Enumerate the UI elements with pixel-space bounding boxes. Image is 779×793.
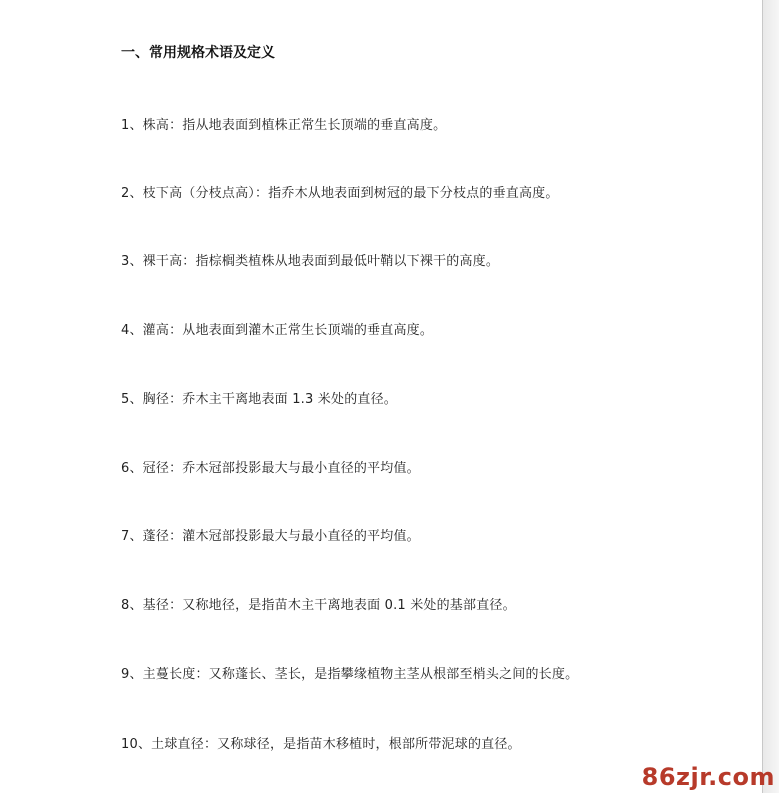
definition-item-9: 9、主蔓长度：又称蓬长、茎长，是指攀缘植物主茎从根部至梢头之间的长度。 bbox=[121, 667, 579, 682]
definition-item-7: 7、蓬径：灌木冠部投影最大与最小直径的平均值。 bbox=[121, 529, 420, 544]
page-gutter bbox=[763, 0, 779, 793]
definition-item-5: 5、胸径：乔木主干离地表面 1.3 米处的直径。 bbox=[121, 392, 398, 407]
definition-item-2: 2、枝下高（分枝点高）：指乔木从地表面到树冠的最下分枝点的垂直高度。 bbox=[121, 186, 559, 201]
site-watermark: 86zjr.com bbox=[641, 763, 775, 791]
definition-item-1: 1、株高：指从地表面到植株正常生长顶端的垂直高度。 bbox=[121, 118, 447, 133]
definition-item-10: 10、土球直径：又称球径，是指苗木移植时，根部所带泥球的直径。 bbox=[121, 737, 521, 752]
definition-item-6: 6、冠径：乔木冠部投影最大与最小直径的平均值。 bbox=[121, 461, 420, 476]
definition-item-3: 3、裸干高：指棕榈类植株从地表面到最低叶鞘以下裸干的高度。 bbox=[121, 254, 500, 269]
section-heading: 一、常用规格术语及定义 bbox=[121, 45, 275, 61]
definition-item-8: 8、基径：又称地径，是指苗木主干离地表面 0.1 米处的基部直径。 bbox=[121, 598, 516, 613]
definition-item-4: 4、灌高：从地表面到灌木正常生长顶端的垂直高度。 bbox=[121, 323, 434, 338]
